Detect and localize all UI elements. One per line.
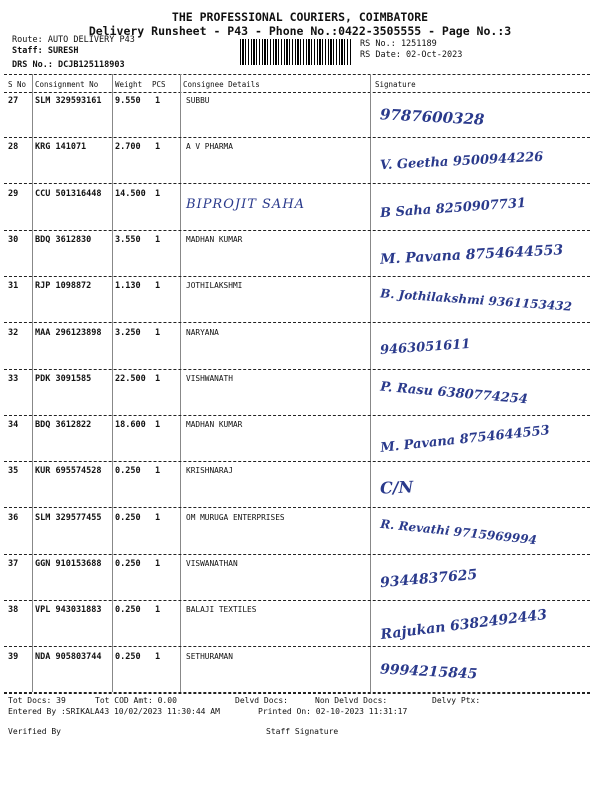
row-weight: 9.550: [115, 96, 141, 106]
non-delivered-docs: Non Delvd Docs:: [315, 696, 388, 705]
handwritten-signature: 9994215845: [379, 661, 478, 683]
table-row: [0, 513, 600, 559]
divider: [4, 692, 590, 693]
row-divider: [4, 415, 590, 416]
rs-date: RS Date: 02-Oct-2023: [360, 50, 463, 60]
row-weight: 1.130: [115, 281, 141, 292]
table-row: [0, 328, 600, 374]
row-divider: [4, 230, 590, 231]
row-weight: 18.600: [115, 420, 146, 431]
row-pcs: 1: [155, 327, 161, 338]
row-divider: [4, 276, 590, 277]
rs-number: RS No.: 1251189: [360, 39, 437, 49]
row-sno: 38: [8, 605, 19, 616]
row-pcs: 1: [155, 188, 161, 199]
row-weight: 0.250: [115, 512, 141, 523]
row-consignee: OM MURUGA ENTERPRISES: [186, 512, 285, 522]
handwritten-consignee-name: BIPROJIT SAHA: [186, 197, 306, 212]
runsheet-title: THE PROFESSIONAL COURIERS, COIMBATORE: [171, 10, 429, 24]
row-consignee: MADHAN KUMAR: [186, 234, 243, 244]
handwritten-signature: 9463051611: [379, 336, 471, 358]
row-consignee: SETHURAMAN: [186, 651, 233, 661]
staff-label: Staff: SURESH: [12, 46, 79, 56]
runsheet-subtitle: Delivery Runsheet - P43 - Phone No.:0422-3505555 - Page No.:3: [88, 24, 512, 38]
table-row: [0, 96, 600, 142]
row-consignment-no: BDQ 3612830: [35, 234, 92, 245]
row-weight: 14.500: [115, 188, 146, 199]
row-pcs: 1: [155, 96, 161, 106]
handwritten-signature: R. Revathi 9715969994: [379, 516, 538, 547]
row-divider: [4, 554, 590, 555]
row-consignee: BALAJI TEXTILES: [186, 605, 257, 615]
row-sno: 36: [8, 512, 19, 523]
row-divider: [4, 183, 590, 184]
row-sno: 33: [8, 373, 19, 384]
handwritten-signature: Rajukan 6382492443: [379, 607, 548, 644]
row-divider: [4, 461, 590, 462]
row-sno: 37: [8, 559, 19, 569]
table-row: [0, 559, 600, 605]
handwritten-signature: B Saha 8250907731: [379, 195, 527, 221]
table-row: [0, 374, 600, 420]
handwritten-signature: V. Geetha 9500944226: [379, 150, 544, 174]
col-consignment: Consignment No: [35, 80, 99, 89]
row-weight: 0.250: [115, 651, 141, 662]
row-consignee: VISWANATHAN: [186, 559, 238, 568]
row-pcs: 1: [155, 559, 161, 569]
row-sno: 28: [8, 142, 19, 153]
printed-on: Printed On: 02-10-2023 11:31:17: [258, 707, 408, 716]
table-row: [0, 466, 600, 512]
col-consignee: Consignee Details: [183, 80, 260, 89]
row-weight: 22.500: [115, 373, 146, 384]
row-sno: 27: [8, 96, 19, 106]
row-consignee: JOTHILAKSHMI: [186, 281, 243, 291]
row-consignment-no: BDQ 3612822: [35, 420, 92, 431]
table-row: [0, 605, 600, 651]
divider: [4, 92, 590, 93]
col-pcs: PCS: [152, 80, 166, 89]
row-consignment-no: NDA 905803744: [35, 651, 102, 662]
row-sno: 30: [8, 234, 19, 245]
row-consignment-no: GGN 910153688: [35, 559, 102, 569]
row-consignment-no: PDK 3091585: [35, 373, 92, 384]
table-row: [0, 142, 600, 188]
table-row: [0, 652, 600, 698]
row-pcs: 1: [155, 373, 161, 384]
row-pcs: 1: [155, 466, 161, 477]
row-pcs: 1: [155, 281, 161, 292]
staff-signature-label: Staff Signature: [266, 727, 339, 736]
divider: [4, 74, 590, 75]
row-consignment-no: CCU 501316448: [35, 188, 102, 199]
row-consignee: NARYANA: [186, 327, 219, 337]
row-pcs: 1: [155, 420, 161, 431]
col-weight: Weight: [115, 80, 143, 89]
row-weight: 0.250: [115, 559, 141, 569]
handwritten-signature: M. Pavana 8754644553: [379, 423, 551, 456]
table-row: [0, 420, 600, 466]
handwritten-signature: P. Rasu 6380774254: [379, 379, 529, 408]
col-sno: S No: [8, 80, 27, 89]
row-weight: 3.550: [115, 234, 141, 245]
row-sno: 35: [8, 466, 19, 477]
row-divider: [4, 507, 590, 508]
handwritten-signature: B. Jothilakshmi 9361153432: [379, 286, 573, 314]
row-divider: [4, 600, 590, 601]
row-consignment-no: MAA 296123898: [35, 327, 102, 338]
barcode: [240, 39, 352, 65]
row-weight: 0.250: [115, 466, 141, 477]
row-consignment-no: KUR 695574528: [35, 466, 102, 477]
row-weight: 0.250: [115, 605, 141, 616]
row-consignment-no: RJP 1098872: [35, 281, 92, 292]
row-pcs: 1: [155, 605, 161, 616]
row-pcs: 1: [155, 651, 161, 662]
row-pcs: 1: [155, 512, 161, 523]
row-sno: 39: [8, 651, 19, 662]
row-pcs: 1: [155, 142, 161, 153]
table-row: [0, 235, 600, 281]
handwritten-signature: 9787600328: [379, 105, 485, 129]
row-consignment-no: KRG 141071: [35, 142, 87, 153]
row-consignee: SUBBU: [186, 96, 210, 105]
row-sno: 31: [8, 281, 19, 292]
total-cod-amount: Tot COD Amt: 0.00: [95, 696, 177, 705]
handwritten-signature: 9344837625: [379, 566, 478, 592]
row-divider: [4, 137, 590, 138]
row-sno: 34: [8, 420, 19, 431]
row-weight: 3.250: [115, 327, 141, 338]
total-docs: Tot Docs: 39: [8, 696, 66, 705]
row-divider: [4, 322, 590, 323]
delivery-ptx: Delvy Ptx:: [432, 696, 481, 705]
delivered-docs: Delvd Docs:: [235, 696, 288, 705]
route-label: Route: AUTO DELIVERY P43: [12, 35, 135, 45]
row-consignment-no: SLM 329577455: [35, 512, 102, 523]
row-consignee: A V PHARMA: [186, 142, 233, 152]
row-sno: 29: [8, 188, 19, 199]
row-consignee: KRISHNARAJ: [186, 466, 233, 476]
col-signature: Signature: [375, 80, 416, 89]
row-consignment-no: SLM 329593161: [35, 96, 102, 106]
drs-number: DRS No.: DCJB125118903: [12, 60, 125, 70]
table-row: [0, 281, 600, 327]
row-consignment-no: VPL 943031883: [35, 605, 102, 616]
row-divider: [4, 369, 590, 370]
row-divider: [4, 646, 590, 647]
handwritten-signature: C/N: [379, 477, 414, 498]
handwritten-signature: M. Pavana 8754644553: [379, 242, 564, 268]
row-consignee: VISHWANATH: [186, 373, 233, 383]
verified-by: Verified By: [8, 727, 61, 736]
row-consignee: MADHAN KUMAR: [186, 420, 243, 430]
row-weight: 2.700: [115, 142, 141, 153]
row-pcs: 1: [155, 234, 161, 245]
row-sno: 32: [8, 327, 19, 338]
entered-by: Entered By :SRIKALA43 10/02/2023 11:30:44 AM: [8, 707, 220, 716]
